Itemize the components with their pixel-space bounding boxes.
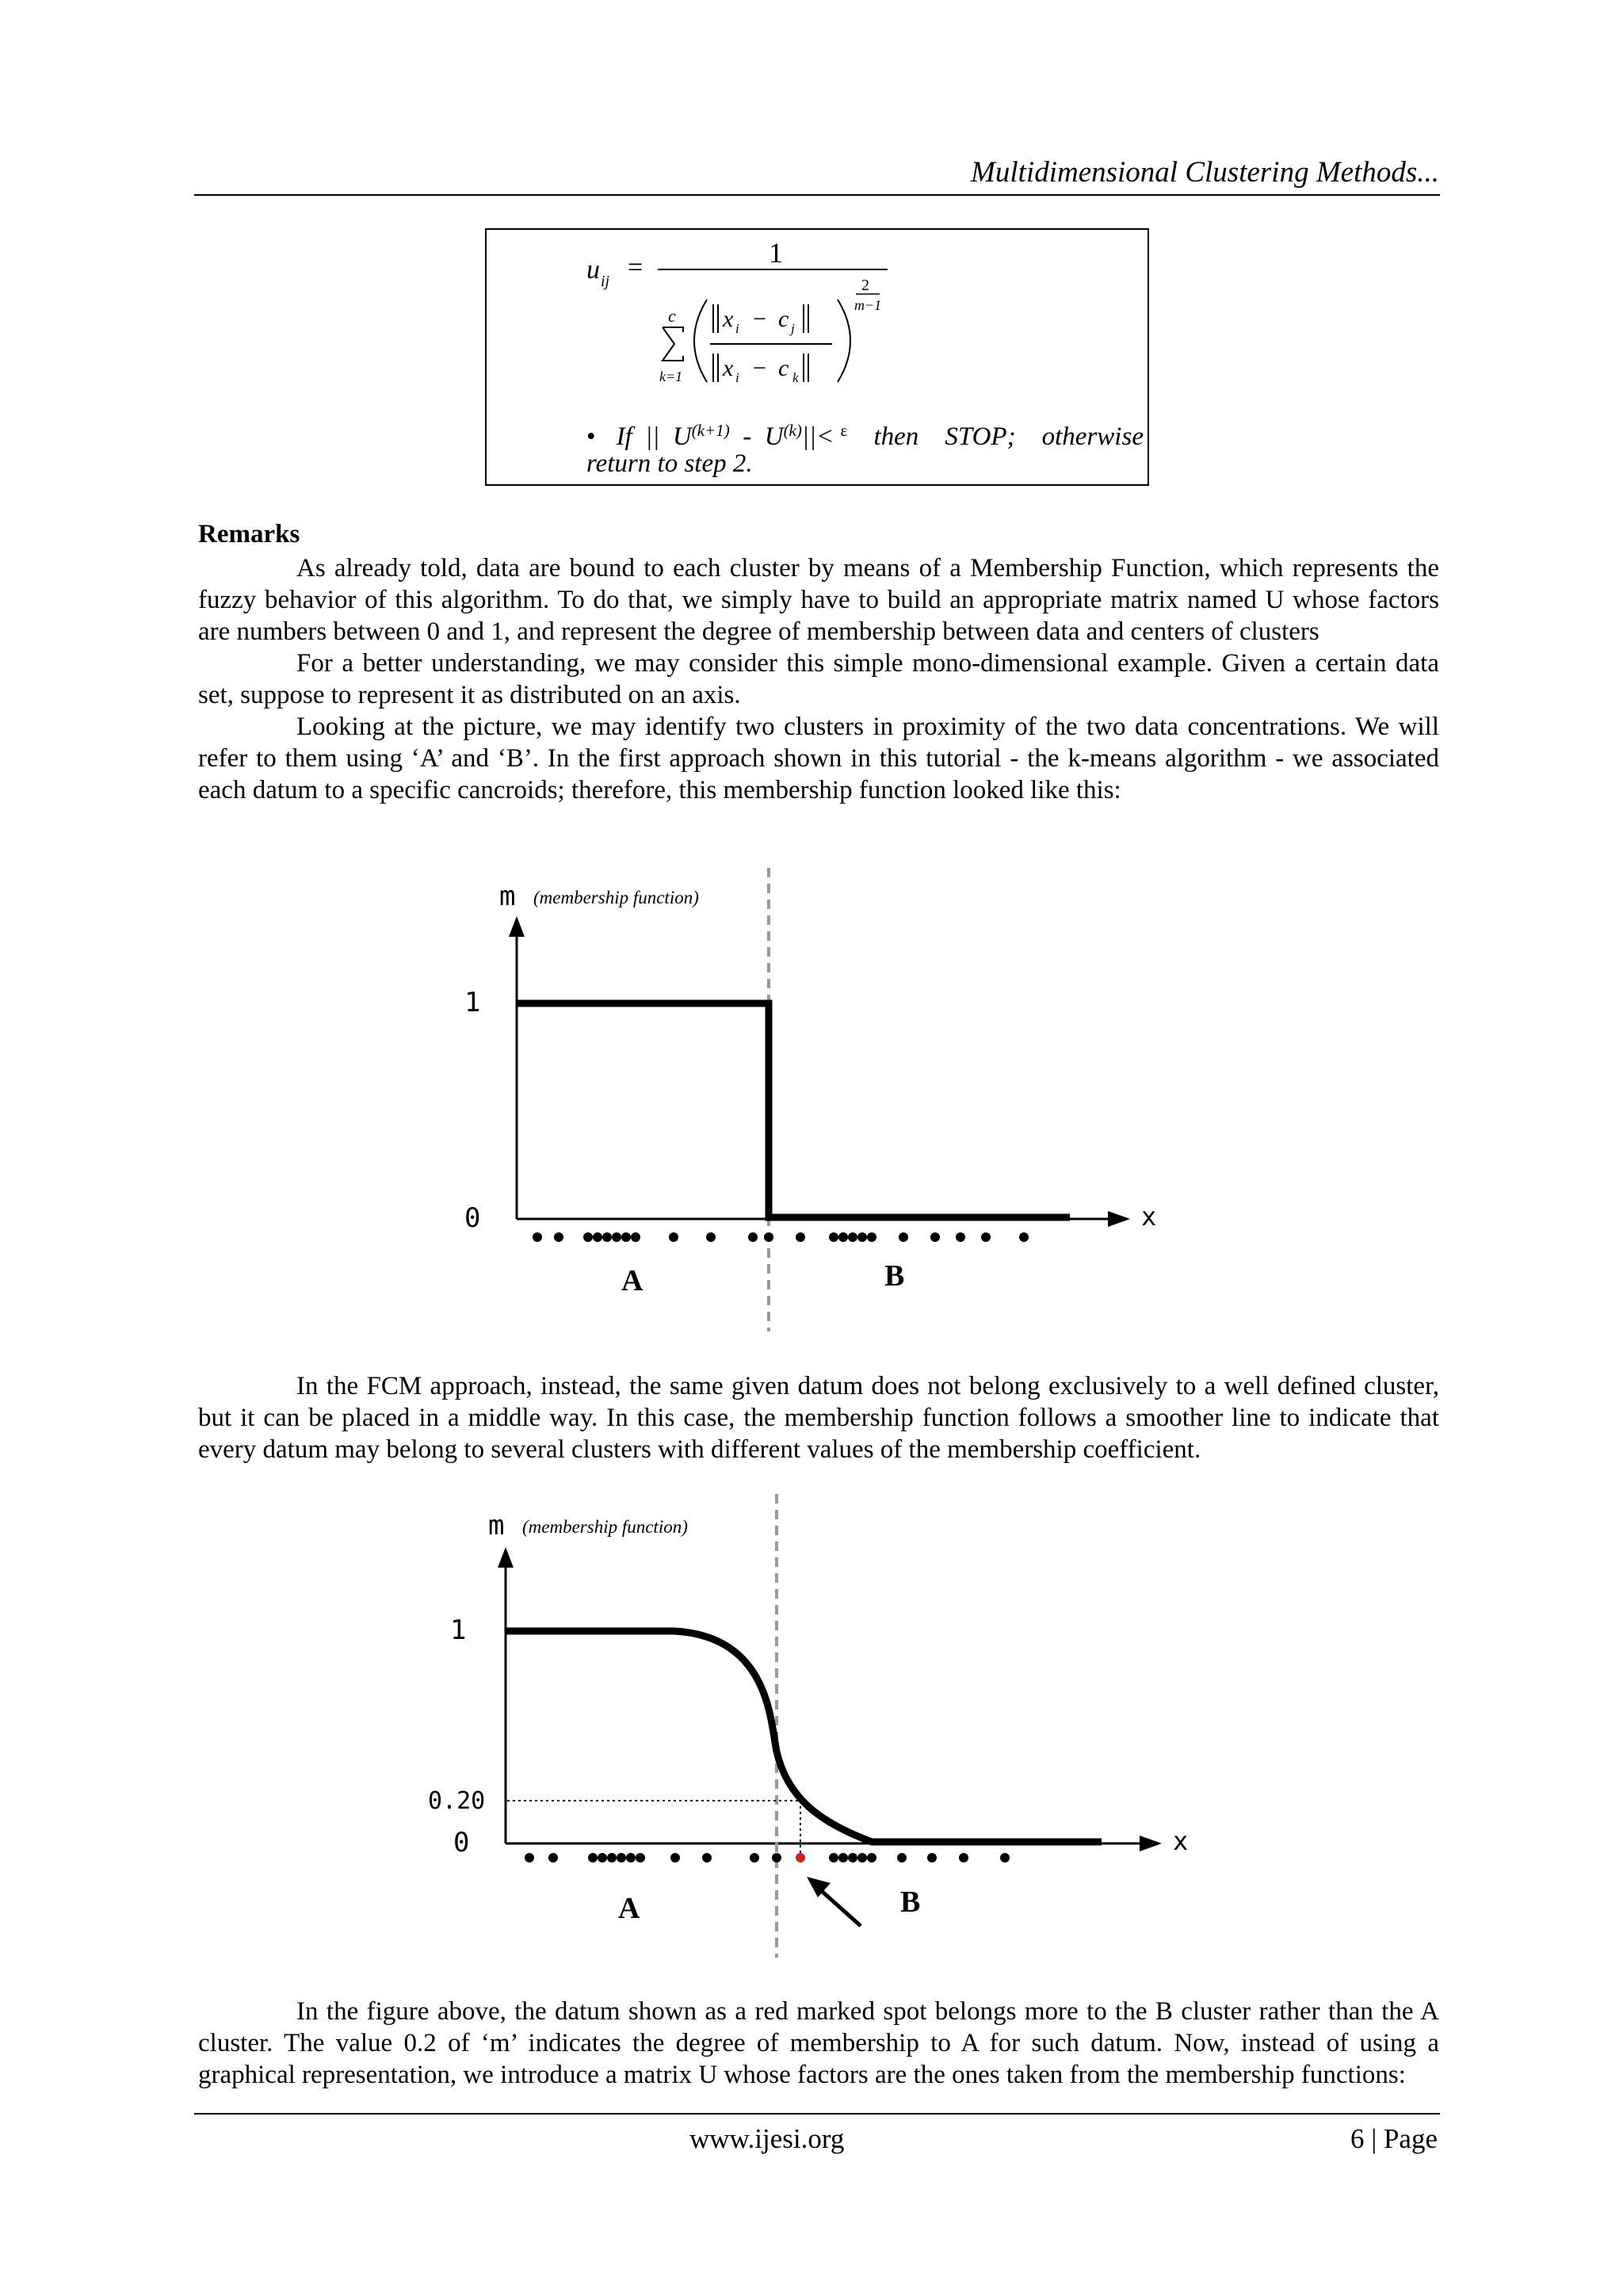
- data-point: [930, 1232, 940, 1242]
- formula-lhs-sub: ij: [601, 273, 610, 290]
- data-point: [848, 1853, 857, 1862]
- data-point: [548, 1853, 558, 1862]
- data-point: [829, 1232, 838, 1242]
- formula-numerator: 1: [769, 237, 783, 269]
- data-point: [1019, 1232, 1029, 1242]
- data-point: [838, 1232, 848, 1242]
- fig2-x-arrow: [1140, 1836, 1162, 1851]
- fig2-membership-curve: [506, 1631, 1102, 1842]
- figure-crisp-membership: [444, 864, 1205, 1339]
- data-point: [772, 1853, 781, 1862]
- data-point: [897, 1853, 907, 1862]
- figure-fuzzy-membership: [412, 1490, 1236, 1966]
- data-point: [602, 1232, 612, 1242]
- data-point: [612, 1232, 621, 1242]
- svg-text:−: −: [753, 306, 766, 332]
- data-point: [593, 1232, 602, 1242]
- data-point: [669, 1232, 678, 1242]
- highlighted-datum: [796, 1853, 805, 1862]
- header-rule: [194, 194, 1440, 196]
- paragraph-membership-intro: As already told, data are bound to each cluster by means of a Membership Function, which represents the fuzzy behavior of this algorithm. To do that, we simply have to build an appropriate matrix named U whose factors are numbers between 0 and 1, and represent the degree of membership between data and centers of clusters: [198, 554, 1439, 646]
- sigma-symbol: [663, 327, 683, 361]
- data-point: [617, 1853, 626, 1862]
- footer-rule: [194, 2113, 1440, 2115]
- data-point: [670, 1853, 680, 1862]
- formula-lhs: u: [586, 255, 600, 285]
- fig1-y-symbol: m: [499, 881, 516, 912]
- fig1-label-a: A: [621, 1264, 643, 1297]
- data-point: [583, 1232, 593, 1242]
- paragraph-fcm: In the FCM approach, instead, the same given datum does not belong exclusively to a well defined cluster, but it can be placed in a middle way. In this case, the membership function follows a smoother line to indicate that every datum may belong to several clusters with different values of the membership coefficient.: [198, 1372, 1439, 1464]
- exponent-num: 2: [861, 277, 869, 294]
- fig2-label-a: A: [618, 1892, 640, 1925]
- remarks-body: [198, 552, 1439, 806]
- epsilon-symbol: ε: [840, 421, 848, 440]
- stop-condition-line2: return to step 2.: [586, 449, 753, 478]
- data-point: [796, 1232, 805, 1242]
- data-point: [857, 1232, 867, 1242]
- fig1-y-arrow: [509, 916, 525, 937]
- svg-text:−: −: [753, 355, 766, 381]
- bullet: •: [586, 422, 596, 451]
- running-header: Multidimensional Clustering Methods...: [971, 156, 1439, 189]
- data-point: [848, 1232, 857, 1242]
- fig2-tick-020: 0.20: [428, 1787, 486, 1815]
- data-point: [598, 1853, 607, 1862]
- fig2-y-caption: (membership function): [522, 1517, 688, 1537]
- data-point: [838, 1853, 848, 1862]
- fig2-label-b: B: [900, 1885, 921, 1919]
- svg-text:k: k: [792, 370, 799, 385]
- data-point: [626, 1853, 636, 1862]
- fig1-tick-one: 1: [464, 987, 481, 1018]
- stop-condition: • If || $U^{(k+1)} - U^{(k)}||< ^\varepsilon$ then STOP; otherwise return to step 2.: [586, 421, 1144, 478]
- data-point: [899, 1232, 908, 1242]
- fig1-x-symbol: x: [1141, 1201, 1157, 1232]
- fig2-tick-zero: 0: [453, 1827, 470, 1859]
- data-point: [706, 1232, 716, 1242]
- fig1-x-arrow: [1108, 1211, 1130, 1227]
- data-point: [750, 1853, 759, 1862]
- fig2-pointer-arrow: [816, 1886, 861, 1926]
- fcm-paragraph-block: [198, 1370, 1439, 1465]
- conclusion-paragraph-block: [198, 1996, 1439, 2091]
- paragraph-red-datum: In the figure above, the datum shown as a red marked spot belongs more to the B cluster rather than the A cluster. The value 0.2 of ‘m’ indicates the degree of membership to A for such datum. Now, instead of using a graphical representation, we introduce a matrix U whose factors are the ones taken from the membership functions:: [198, 1997, 1439, 2089]
- fig2-y-arrow: [498, 1547, 514, 1568]
- svg-text:i: i: [735, 370, 739, 385]
- data-point: [525, 1853, 534, 1862]
- fig1-tick-zero: 0: [464, 1202, 481, 1234]
- paragraph-kmeans: Looking at the picture, we may identify two clusters in proximity of the two data concentrations. We will refer to them using ‘A’ and ‘B’. In the first approach shown in this tutorial - the k-means algorithm - we associated each datum to a specific cancroids; therefore, this membership function looked like this:: [198, 712, 1439, 804]
- data-point: [867, 1232, 876, 1242]
- exponent-den: m−1: [854, 297, 882, 313]
- fig1-membership-curve: [517, 1003, 1070, 1217]
- fig1-label-b: B: [884, 1259, 905, 1293]
- membership-formula: [485, 228, 1149, 418]
- fig2-data-points: [525, 1853, 1010, 1862]
- data-point: [981, 1232, 991, 1242]
- paragraph-mono-example: For a better understanding, we may consider this simple mono-dimensional example. Given a certain data set, suppose to represent it as distributed on an axis.: [198, 649, 1439, 709]
- data-point: [956, 1232, 965, 1242]
- right-paren: [838, 300, 850, 382]
- data-point: [959, 1853, 968, 1862]
- fig2-x-symbol: x: [1173, 1826, 1189, 1856]
- formula-equals: =: [628, 253, 643, 282]
- data-point: [764, 1232, 773, 1242]
- data-point: [588, 1853, 598, 1862]
- fig1-y-caption: (membership function): [533, 888, 699, 907]
- fig2-tick-one: 1: [450, 1614, 467, 1646]
- data-point: [636, 1853, 645, 1862]
- svg-text:j: j: [791, 321, 795, 336]
- inner-den-x: x: [723, 355, 734, 381]
- footer-page-number: 6 | Page: [1350, 2123, 1438, 2154]
- data-point: [554, 1232, 563, 1242]
- data-point: [607, 1853, 617, 1862]
- data-point: [1000, 1853, 1010, 1862]
- data-point: [621, 1232, 631, 1242]
- data-point: [748, 1232, 758, 1242]
- footer-website: www.ijesi.org: [689, 2123, 845, 2154]
- sum-lower: k=1: [659, 369, 683, 384]
- inner-den-c: c: [778, 355, 789, 381]
- inner-num-x: x: [723, 306, 734, 332]
- inner-num-c: c: [778, 306, 789, 332]
- data-point: [631, 1232, 640, 1242]
- data-point: [927, 1853, 937, 1862]
- left-paren: [694, 300, 707, 382]
- remarks-heading: Remarks: [198, 520, 300, 548]
- data-point: [702, 1853, 712, 1862]
- data-point: [533, 1232, 542, 1242]
- fig2-y-symbol: m: [488, 1510, 505, 1541]
- fig1-data-points: [533, 1232, 1029, 1242]
- sum-upper: c: [668, 306, 676, 326]
- data-point: [867, 1853, 876, 1862]
- data-point: [829, 1853, 838, 1862]
- svg-text:i: i: [735, 321, 739, 336]
- data-point: [857, 1853, 867, 1862]
